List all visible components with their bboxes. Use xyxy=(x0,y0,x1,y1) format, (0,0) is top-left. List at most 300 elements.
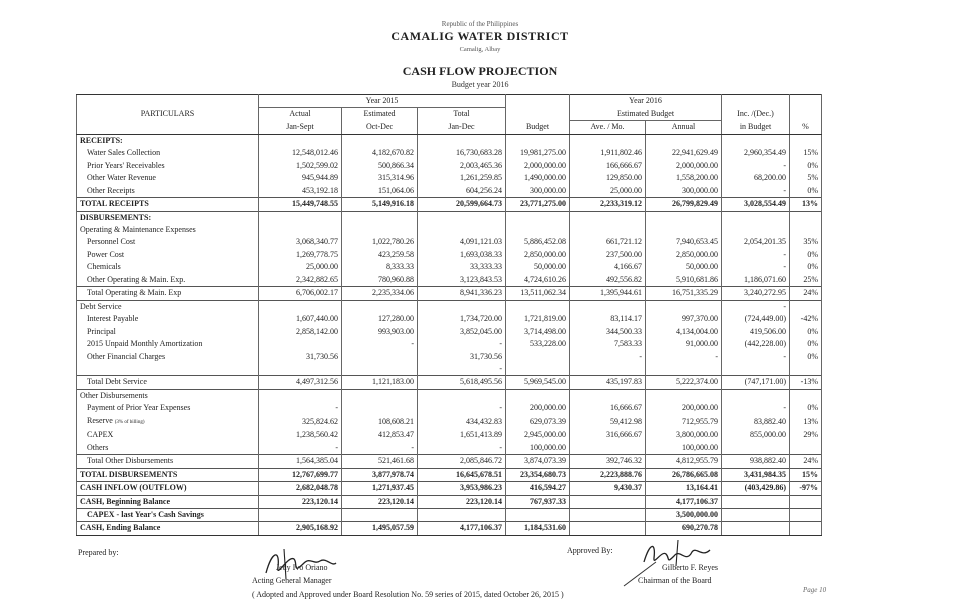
cell-inc-dec-amount: (747,171.00) xyxy=(722,376,790,389)
row-particular-label: TOTAL DISBURSEMENTS xyxy=(80,469,178,479)
cell-percent: 24% xyxy=(790,455,822,468)
cell-estimated-oct-dec xyxy=(342,211,418,224)
cell-estimated-oct-dec: 315,314.96 xyxy=(342,172,418,184)
cell-ave-per-month: 4,166.67 xyxy=(570,261,646,273)
cell-annual-2016 xyxy=(646,211,722,224)
cell-ave-per-month: 661,721.12 xyxy=(570,236,646,248)
row-particular xyxy=(77,455,259,468)
row-particular xyxy=(77,376,259,389)
cell-percent xyxy=(790,522,822,535)
row-particular xyxy=(77,326,259,338)
cell-total-jan-dec: 3,852,045.00 xyxy=(418,326,506,338)
cell-ave-per-month: 2,233,319.12 xyxy=(570,198,646,211)
row-particular xyxy=(77,482,259,495)
cell-estimated-oct-dec: 1,495,057.59 xyxy=(342,522,418,535)
table-row xyxy=(77,274,822,287)
cell-inc-dec-amount xyxy=(722,211,790,224)
cell-annual-2016 xyxy=(646,363,722,376)
cell-inc-dec-amount: 2,960,354.49 xyxy=(722,147,790,159)
cell-inc-dec-amount xyxy=(722,224,790,236)
cell-budget-2015: 416,594.27 xyxy=(506,482,570,495)
cell-ave-per-month: 2,223,888.76 xyxy=(570,468,646,481)
cell-actual-jan-sept: 2,342,882.65 xyxy=(259,274,342,287)
row-particular-label: Other Receipts xyxy=(87,185,135,195)
table-row xyxy=(77,402,822,414)
cell-inc-dec-amount: (403,429.86) xyxy=(722,482,790,495)
row-particular-label: 2015 Unpaid Monthly Amortization xyxy=(87,339,203,349)
approver-name: Gilberto F. Reyes xyxy=(662,563,719,572)
cell-ave-per-month: 59,412.98 xyxy=(570,415,646,429)
cell-inc-dec-amount: (724,449.00) xyxy=(722,313,790,325)
cell-total-jan-dec: 20,599,664.73 xyxy=(418,198,506,211)
preparer-title: Acting General Manager xyxy=(252,576,332,585)
cell-budget-2015: 2,000,000.00 xyxy=(506,160,570,172)
ave-mo-header: Ave. / Mo. xyxy=(570,121,646,134)
cell-actual-jan-sept: 945,944.89 xyxy=(259,172,342,184)
cell-total-jan-dec: - xyxy=(418,442,506,455)
budget-header: Budget xyxy=(506,121,570,134)
cell-ave-per-month: 16,666.67 xyxy=(570,402,646,414)
cell-estimated-oct-dec: 108,608.21 xyxy=(342,415,418,429)
table-row xyxy=(77,261,822,273)
cell-annual-2016: - xyxy=(646,351,722,363)
row-particular xyxy=(77,249,259,261)
row-particular xyxy=(77,134,259,147)
row-particular xyxy=(77,363,259,376)
cell-ave-per-month xyxy=(570,224,646,236)
cell-budget-2015: 1,184,531.60 xyxy=(506,522,570,535)
row-particular xyxy=(77,274,259,287)
table-row xyxy=(77,198,822,211)
cell-percent: 29% xyxy=(790,429,822,441)
table-row xyxy=(77,236,822,248)
cell-inc-dec-amount xyxy=(722,522,790,535)
actual-header: Actual xyxy=(259,108,342,121)
board-resolution-note: ( Adopted and Approved under Board Resolution No. 59 series of 2015, dated October 26, 2015 ) xyxy=(252,590,564,599)
cell-budget-2015: 1,490,000.00 xyxy=(506,172,570,184)
row-particular-label: Total Other Disbursements xyxy=(87,456,174,466)
cell-actual-jan-sept: - xyxy=(259,442,342,455)
cell-estimated-oct-dec xyxy=(342,300,418,313)
cell-annual-2016: 7,940,653.45 xyxy=(646,236,722,248)
cell-estimated-oct-dec xyxy=(342,389,418,402)
table-row xyxy=(77,509,822,522)
row-particular-label: Principal xyxy=(87,326,116,336)
cell-percent: 35% xyxy=(790,236,822,248)
cell-estimated-oct-dec: - xyxy=(342,338,418,350)
cell-total-jan-dec: 434,432.83 xyxy=(418,415,506,429)
table-row xyxy=(77,468,822,481)
cell-percent: 5% xyxy=(790,172,822,184)
cell-inc-dec-amount xyxy=(722,509,790,522)
row-particular xyxy=(77,147,259,159)
cell-budget-2015: 300,000.00 xyxy=(506,185,570,198)
cell-budget-2015: 200,000.00 xyxy=(506,402,570,414)
cell-estimated-oct-dec: 412,853.47 xyxy=(342,429,418,441)
particulars-header xyxy=(77,95,259,108)
cell-total-jan-dec: 4,091,121.03 xyxy=(418,236,506,248)
row-particular xyxy=(77,300,259,313)
table-row xyxy=(77,326,822,338)
row-particular xyxy=(77,468,259,481)
cell-budget-2015: 5,886,452.08 xyxy=(506,236,570,248)
cell-total-jan-dec xyxy=(418,509,506,522)
cell-actual-jan-sept: 1,564,385.04 xyxy=(259,455,342,468)
cell-estimated-oct-dec: 423,259.58 xyxy=(342,249,418,261)
row-particular-label: CASH, Beginning Balance xyxy=(80,496,171,506)
table-row xyxy=(77,482,822,495)
cell-budget-2015: 19,981,275.00 xyxy=(506,147,570,159)
row-particular xyxy=(77,495,259,508)
table-row xyxy=(77,429,822,441)
cell-budget-2015: 3,714,498.00 xyxy=(506,326,570,338)
cell-total-jan-dec: 33,333.33 xyxy=(418,261,506,273)
cell-annual-2016: 50,000.00 xyxy=(646,261,722,273)
page-number: Page 10 xyxy=(803,586,827,594)
cell-percent: 0% xyxy=(790,261,822,273)
row-particular xyxy=(77,224,259,236)
preparer-name: Jedy Ivo Oriano xyxy=(276,563,328,572)
cell-ave-per-month: 7,583.33 xyxy=(570,338,646,350)
row-particular xyxy=(77,509,259,522)
cell-ave-per-month: - xyxy=(570,351,646,363)
cell-total-jan-dec xyxy=(418,224,506,236)
cell-budget-2015: 23,771,275.00 xyxy=(506,198,570,211)
cell-actual-jan-sept: 1,269,778.75 xyxy=(259,249,342,261)
cell-inc-dec-amount: 3,240,272.95 xyxy=(722,287,790,300)
cell-ave-per-month xyxy=(570,509,646,522)
cell-budget-2015: 5,969,545.00 xyxy=(506,376,570,389)
cell-annual-2016: 2,000,000.00 xyxy=(646,160,722,172)
cell-total-jan-dec: 16,730,683.28 xyxy=(418,147,506,159)
cell-percent: 15% xyxy=(790,468,822,481)
cell-inc-dec-amount: 1,186,071.60 xyxy=(722,274,790,287)
cell-total-jan-dec: 5,618,495.56 xyxy=(418,376,506,389)
cell-ave-per-month: 392,746.32 xyxy=(570,455,646,468)
cell-percent xyxy=(790,442,822,455)
cell-ave-per-month: 166,666.67 xyxy=(570,160,646,172)
cell-ave-per-month: 25,000.00 xyxy=(570,185,646,198)
cell-total-jan-dec: 3,123,843.53 xyxy=(418,274,506,287)
cell-estimated-oct-dec: 1,271,937.45 xyxy=(342,482,418,495)
cell-annual-2016: 26,786,665.08 xyxy=(646,468,722,481)
cell-total-jan-dec: 223,120.14 xyxy=(418,495,506,508)
row-particular-label: Other Operating & Main. Exp. xyxy=(87,274,186,284)
cell-budget-2015 xyxy=(506,351,570,363)
row-particular-label: RECEIPTS: xyxy=(80,135,123,145)
row-particular-label: Payment of Prior Year Expenses xyxy=(87,403,191,413)
table-row xyxy=(77,313,822,325)
cell-budget-2015 xyxy=(506,389,570,402)
row-particular xyxy=(77,236,259,248)
cell-annual-2016 xyxy=(646,134,722,147)
table-row xyxy=(77,211,822,224)
cell-budget-2015: 629,073.39 xyxy=(506,415,570,429)
cell-budget-2015 xyxy=(506,509,570,522)
cell-estimated-oct-dec: 3,877,978.74 xyxy=(342,468,418,481)
cell-estimated-oct-dec xyxy=(342,224,418,236)
cell-actual-jan-sept: 1,607,440.00 xyxy=(259,313,342,325)
cell-percent: 0% xyxy=(790,402,822,414)
cell-estimated-oct-dec: 780,960.88 xyxy=(342,274,418,287)
cell-total-jan-dec: 2,003,465.36 xyxy=(418,160,506,172)
cell-estimated-oct-dec: 223,120.14 xyxy=(342,495,418,508)
row-particular-label: Reserve xyxy=(87,415,113,425)
table-row xyxy=(77,147,822,159)
cell-actual-jan-sept: 4,497,312.56 xyxy=(259,376,342,389)
cell-annual-2016 xyxy=(646,224,722,236)
cell-estimated-oct-dec: 993,903.00 xyxy=(342,326,418,338)
cell-percent: 13% xyxy=(790,198,822,211)
row-particular xyxy=(77,402,259,414)
cell-inc-dec-amount: - xyxy=(722,300,790,313)
cell-annual-2016: 4,177,106.37 xyxy=(646,495,722,508)
cell-budget-2015: 767,937.33 xyxy=(506,495,570,508)
cell-estimated-oct-dec: 500,866.34 xyxy=(342,160,418,172)
table-row xyxy=(77,495,822,508)
row-particular xyxy=(77,172,259,184)
row-particular-label: Other Water Revenue xyxy=(87,173,156,183)
row-particular xyxy=(77,313,259,325)
row-particular-label: Total Debt Service xyxy=(87,377,147,387)
cell-ave-per-month xyxy=(570,211,646,224)
row-particular-label: Water Sales Collection xyxy=(87,148,161,158)
cell-actual-jan-sept: 3,068,340.77 xyxy=(259,236,342,248)
approved-by-label: Approved By: xyxy=(567,546,613,555)
cell-ave-per-month: 237,500.00 xyxy=(570,249,646,261)
row-particular-label: Operating & Maintenance Expenses xyxy=(80,225,196,235)
row-particular-label: Chemicals xyxy=(87,262,121,272)
table-row xyxy=(77,249,822,261)
cell-estimated-oct-dec: 8,333.33 xyxy=(342,261,418,273)
cell-annual-2016: 91,000.00 xyxy=(646,338,722,350)
cell-total-jan-dec: 1,651,413.89 xyxy=(418,429,506,441)
cell-ave-per-month: 129,850.00 xyxy=(570,172,646,184)
year-2015-header: Year 2015 xyxy=(259,95,506,108)
cell-total-jan-dec: 604,256.24 xyxy=(418,185,506,198)
cell-estimated-oct-dec xyxy=(342,134,418,147)
cell-total-jan-dec: - xyxy=(418,338,506,350)
cell-ave-per-month: 316,666.67 xyxy=(570,429,646,441)
cell-ave-per-month xyxy=(570,495,646,508)
table-row xyxy=(77,185,822,198)
cell-annual-2016: 13,164.41 xyxy=(646,482,722,495)
cell-percent: 24% xyxy=(790,287,822,300)
document-title: CASH FLOW PROJECTION xyxy=(402,64,558,78)
row-particular xyxy=(77,415,259,429)
cell-estimated-oct-dec xyxy=(342,402,418,414)
cell-percent xyxy=(790,363,822,376)
cell-annual-2016: 690,270.78 xyxy=(646,522,722,535)
cell-total-jan-dec: 4,177,106.37 xyxy=(418,522,506,535)
cell-budget-2015: 533,228.00 xyxy=(506,338,570,350)
cell-percent: 0% xyxy=(790,338,822,350)
table-row xyxy=(77,415,822,429)
cell-ave-per-month xyxy=(570,389,646,402)
cell-annual-2016: 22,941,629.49 xyxy=(646,147,722,159)
cell-inc-dec-amount: 3,028,554.49 xyxy=(722,198,790,211)
annual-header: Annual xyxy=(646,121,722,134)
cell-inc-dec-amount: 419,506.00 xyxy=(722,326,790,338)
cell-total-jan-dec xyxy=(418,211,506,224)
jan-sept-header: Jan-Sept xyxy=(259,121,342,134)
cell-percent xyxy=(790,211,822,224)
inc-dec-header: Inc. /(Dec.) xyxy=(722,108,790,121)
cell-actual-jan-sept xyxy=(259,389,342,402)
cell-annual-2016 xyxy=(646,389,722,402)
cell-inc-dec-amount xyxy=(722,134,790,147)
cell-annual-2016: 4,134,004.00 xyxy=(646,326,722,338)
row-particular-label: Total Operating & Main. Exp xyxy=(87,288,182,298)
cell-annual-2016: 16,751,335.29 xyxy=(646,287,722,300)
cell-percent: 13% xyxy=(790,415,822,429)
cell-total-jan-dec xyxy=(418,300,506,313)
prepared-by-label: Prepared by: xyxy=(78,548,119,557)
cell-inc-dec-amount xyxy=(722,442,790,455)
table-row xyxy=(77,338,822,350)
row-particular-label: Others xyxy=(87,442,109,452)
cell-percent: 0% xyxy=(790,326,822,338)
cell-annual-2016: 4,812,955.79 xyxy=(646,455,722,468)
percent-header: % xyxy=(790,121,822,134)
cell-ave-per-month xyxy=(570,522,646,535)
row-particular-label: Other Disbursements xyxy=(80,390,148,400)
cell-annual-2016: 3,800,000.00 xyxy=(646,429,722,441)
cell-annual-2016: 712,955.79 xyxy=(646,415,722,429)
cell-estimated-oct-dec: 1,121,183.00 xyxy=(342,376,418,389)
table-row xyxy=(77,351,822,363)
cell-budget-2015 xyxy=(506,224,570,236)
row-particular-label: Personnel Cost xyxy=(87,237,136,247)
cell-actual-jan-sept: 2,858,142.00 xyxy=(259,326,342,338)
table-row xyxy=(77,224,822,236)
cell-percent: 0% xyxy=(790,351,822,363)
cell-ave-per-month xyxy=(570,363,646,376)
cell-estimated-oct-dec: 2,235,334.06 xyxy=(342,287,418,300)
cell-actual-jan-sept xyxy=(259,224,342,236)
cell-total-jan-dec: 1,734,720.00 xyxy=(418,313,506,325)
cash-flow-table xyxy=(76,94,822,536)
cell-estimated-oct-dec xyxy=(342,351,418,363)
cell-annual-2016: 5,910,681.86 xyxy=(646,274,722,287)
cell-estimated-oct-dec: 521,461.68 xyxy=(342,455,418,468)
year-2016-header: Year 2016 xyxy=(570,95,722,108)
cell-ave-per-month: 435,197.83 xyxy=(570,376,646,389)
cell-percent: 15% xyxy=(790,147,822,159)
cell-annual-2016: 200,000.00 xyxy=(646,402,722,414)
cell-total-jan-dec: 16,645,678.51 xyxy=(418,468,506,481)
cell-budget-2015: 50,000.00 xyxy=(506,261,570,273)
cell-percent: 25% xyxy=(790,274,822,287)
cell-estimated-oct-dec: 127,280.00 xyxy=(342,313,418,325)
cell-estimated-oct-dec: 151,064.06 xyxy=(342,185,418,198)
cell-actual-jan-sept: 2,905,168.92 xyxy=(259,522,342,535)
cell-inc-dec-amount xyxy=(722,363,790,376)
approver-title: Chairman of the Board xyxy=(638,576,712,585)
cell-budget-2015: 1,721,819.00 xyxy=(506,313,570,325)
cell-actual-jan-sept: 325,824.62 xyxy=(259,415,342,429)
cell-inc-dec-amount: (442,228.00) xyxy=(722,338,790,350)
cell-budget-2015: 2,850,000.00 xyxy=(506,249,570,261)
cell-budget-2015 xyxy=(506,300,570,313)
cell-budget-2015: 100,000.00 xyxy=(506,442,570,455)
organization-name: CAMALIG WATER DISTRICT xyxy=(391,29,569,43)
cell-annual-2016: 3,500,000.00 xyxy=(646,509,722,522)
row-particular xyxy=(77,429,259,441)
cell-annual-2016: 26,799,829.49 xyxy=(646,198,722,211)
row-particular xyxy=(77,442,259,455)
cell-percent: 0% xyxy=(790,160,822,172)
cell-inc-dec-amount: 83,882.40 xyxy=(722,415,790,429)
cell-actual-jan-sept: 223,120.14 xyxy=(259,495,342,508)
cell-actual-jan-sept: 6,706,002.17 xyxy=(259,287,342,300)
row-particular xyxy=(77,198,259,211)
cell-percent xyxy=(790,134,822,147)
table-row xyxy=(77,389,822,402)
table-row xyxy=(77,287,822,300)
cell-percent: 0% xyxy=(790,185,822,198)
cell-inc-dec-amount: - xyxy=(722,185,790,198)
cell-inc-dec-amount: - xyxy=(722,402,790,414)
cell-estimated-oct-dec: 4,182,670.82 xyxy=(342,147,418,159)
cell-total-jan-dec: - xyxy=(418,363,506,376)
row-particular xyxy=(77,261,259,273)
cell-actual-jan-sept: 1,502,599.02 xyxy=(259,160,342,172)
table-row xyxy=(77,134,822,147)
table-row xyxy=(77,160,822,172)
cell-annual-2016: 2,850,000.00 xyxy=(646,249,722,261)
cell-actual-jan-sept: 2,682,048.78 xyxy=(259,482,342,495)
row-particular-label: CASH, Ending Balance xyxy=(80,523,161,533)
cell-percent xyxy=(790,389,822,402)
cell-ave-per-month: 344,500.33 xyxy=(570,326,646,338)
cell-percent xyxy=(790,509,822,522)
row-particular xyxy=(77,389,259,402)
cell-estimated-oct-dec xyxy=(342,509,418,522)
cell-total-jan-dec: 1,693,038.33 xyxy=(418,249,506,261)
oct-dec-header: Oct-Dec xyxy=(342,121,418,134)
row-particular-label: CAPEX - last Year's Cash Savings xyxy=(87,510,204,519)
row-particular-label: CASH INFLOW (OUTFLOW) xyxy=(80,483,187,493)
cell-actual-jan-sept: - xyxy=(259,402,342,414)
cell-percent: -13% xyxy=(790,376,822,389)
location-label: Camalig, Albay xyxy=(459,46,501,53)
cell-annual-2016: 300,000.00 xyxy=(646,185,722,198)
cell-inc-dec-amount: - xyxy=(722,351,790,363)
estimated-budget-header: Estimated Budget xyxy=(570,108,722,121)
cell-percent: -42% xyxy=(790,313,822,325)
cell-total-jan-dec xyxy=(418,134,506,147)
cell-inc-dec-amount: - xyxy=(722,261,790,273)
row-particular xyxy=(77,211,259,224)
cell-inc-dec-amount: 855,000.00 xyxy=(722,429,790,441)
cell-budget-2015: 13,511,062.34 xyxy=(506,287,570,300)
cell-annual-2016 xyxy=(646,300,722,313)
cell-percent xyxy=(790,495,822,508)
table-row xyxy=(77,363,822,376)
cell-inc-dec-amount: - xyxy=(722,160,790,172)
table-row xyxy=(77,172,822,184)
cell-actual-jan-sept: 12,548,012.46 xyxy=(259,147,342,159)
cell-total-jan-dec: 2,085,846.72 xyxy=(418,455,506,468)
cell-total-jan-dec xyxy=(418,389,506,402)
cell-budget-2015 xyxy=(506,134,570,147)
table-row xyxy=(77,522,822,535)
estimated-header: Estimated xyxy=(342,108,418,121)
row-particular xyxy=(77,185,259,198)
cell-ave-per-month: 1,395,944.61 xyxy=(570,287,646,300)
cell-actual-jan-sept: 15,449,748.55 xyxy=(259,198,342,211)
